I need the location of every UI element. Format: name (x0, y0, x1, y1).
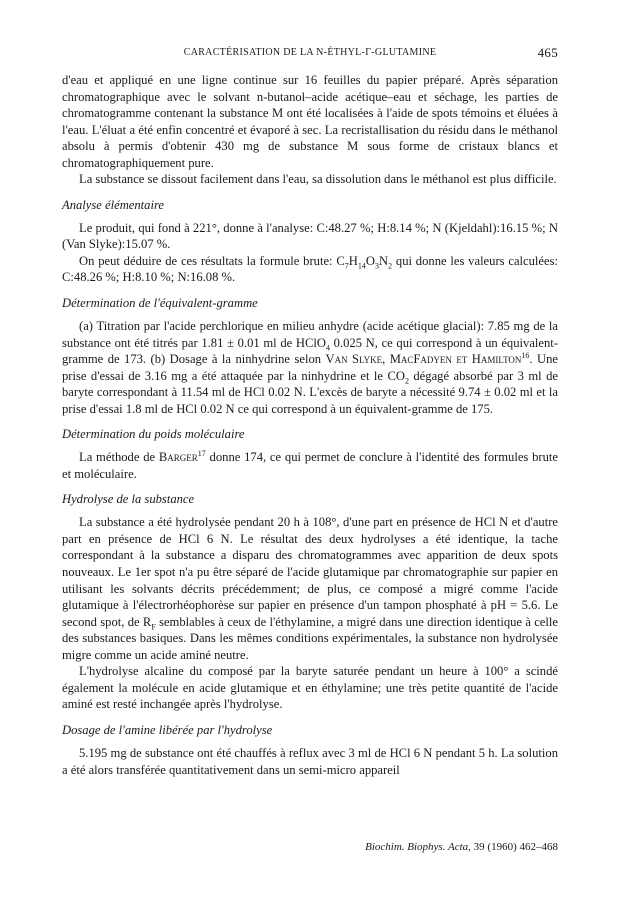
author-names: Van Slyke, MacFadyen et Hamilton (325, 352, 522, 367)
author-name: Barger (158, 450, 198, 465)
analyse-paragraph-1: Le produit, qui fond à 221°, donne à l'analyse: C:48.27 %; H:8.14 %; N (Kjeldahl):16.15 %; N (Van Slyke):15.07 %. (62, 220, 558, 252)
reference-marker: 16 (521, 350, 530, 360)
rf-subscript: F (151, 622, 156, 632)
equivalent-text: . Une prise d'essai de 3.16 mg a été attaquée par la ninhydrine et le CO (62, 352, 558, 383)
running-title-part-1: CARACTÉRISATION DE LA N- (183, 47, 328, 58)
running-head (62, 42, 558, 64)
poids-text: donne 174, ce qui permet de conclure à l'identité des formules brute et moléculaire. (62, 450, 558, 481)
analyse-text: On peut déduire de ces résultats la formule brute: C (79, 253, 345, 268)
equivalent-text: dégagé absorbé par 3 ml de baryte correspondant à 11.54 ml de HCl 0.02 N. L'excès de baryte a nécessité 9.74 ± 0.02 ml et la prise d'essai 1.8 ml de HCl 0.02 N ce qui correspond à un équivalent-gramme de 175. (62, 368, 558, 416)
journal-citation: 39 (1960) 462–468 (470, 841, 558, 853)
formula-subscript: 2 (388, 261, 393, 271)
poids-paragraph (62, 449, 558, 482)
analyse-text: qui donne les valeurs calculées: C:48.26 %; H:8.10 %; N:16.08 %. (62, 253, 558, 285)
section-heading-analyse: Analyse élémentaire (62, 197, 164, 212)
reference-marker: 17 (197, 449, 206, 459)
formula-subscript: 2 (404, 376, 409, 386)
hydrolyse-paragraph-2: L'hydrolyse alcaline du composé par la baryte saturée pendant un heure à 100° a scindé également la molécule en acide glutamique et en éthylamine; une très petite quantité de l'acide aminé est resté inchangée après l'hydrolyse. (62, 664, 558, 712)
equivalent-text: (a) Titration par l'acide perchlorique en milieu anhydre (acide acétique glacial): 7.85 mg de la substance ont été titrés par 1.81 ± 0.01 ml de HClO (62, 319, 558, 350)
formula-subscript: 3 (374, 261, 379, 271)
formula-subscript: 7 (344, 261, 349, 271)
hydrolyse-paragraph-1 (62, 514, 558, 663)
formula-element: H (348, 253, 358, 268)
section-heading-hydrolyse: Hydrolyse de la substance (62, 492, 195, 507)
hydrolyse-text: La substance a été hydrolysée pendant 20 h à 108°, d'une part en présence de HCl N et d'autre part en présence de HCl 6 N. Le résultat des deux hydrolyses a été identique, la tache correspondant à la substance a disparu des chromatogrammes avec apparition de deux spots nouveaux. Le 1er spot n'a pu être séparé de l'acide glutamique par chromatographie sur papier en utilisant les solvants décrits précédemment; de plus, ce composé a migré comme l'acide glutamique à l'électrorhéophorèse sur papier en présence d'un tampon phosphaté à pH = 5.6. Le second spot, de R (62, 515, 558, 629)
formula-element: N (378, 253, 389, 268)
analyse-paragraph-2 (62, 253, 558, 286)
page-number: 465 (537, 45, 558, 60)
equivalent-text: 0.025 N, ce qui correspond à un équivalent-gramme de 173. (b) Dosage à la ninhydrine selon (62, 335, 558, 367)
intro-paragraph-1: d'eau et appliqué en une ligne continue sur 16 feuilles du papier préparé. Après séparation chromatographique avec le solvant n-butanol–acide acétique–eau et séchage, les parties de chromatogramme contenant la substance M ont été localisées à l'aide de spots témoins et éluées à l'eau. L'éluat a été enfin concentré et évaporé à sec. La recristallisation du résidu dans le méthanol absolu à permis d'obtenir 430 mg de substance M sous forme de cristaux blancs et chromatographiquement pure. (62, 73, 558, 170)
journal-name: Biochim. Biophys. Acta, (365, 841, 471, 853)
formula-subscript: 4 (325, 343, 330, 353)
running-title-part-2: ÉTHYL-Γ-GLUTAMINE (327, 47, 437, 58)
page-body (62, 42, 558, 778)
intro-paragraph-2: La substance se dissout facilement dans l'eau, sa dissolution dans le méthanol est plus difficile. (79, 172, 557, 187)
hydrolyse-text: semblables à ceux de l'éthylamine, a migré dans une direction identique à celle des substances basiques. Dans les mêmes conditions expérimentales, la substance non hydrolysée migre comme un acide aminé neutre. (62, 614, 558, 662)
formula-element: O (365, 253, 375, 268)
section-heading-dosage: Dosage de l'amine libérée par l'hydrolyse (62, 722, 273, 737)
equivalent-paragraph (62, 318, 558, 417)
poids-text: La méthode de (79, 450, 159, 465)
formula-subscript: 14 (357, 261, 366, 271)
dosage-paragraph: 5.195 mg de substance ont été chauffés à reflux avec 3 ml de HCl 6 N pendant 5 h. La solution a été alors transférée quantitativement dans un semi-micro appareil (62, 745, 558, 777)
section-heading-poids: Détermination du poids moléculaire (62, 427, 245, 442)
section-heading-equivalent: Détermination de l'équivalent-gramme (62, 296, 258, 311)
journal-footer (62, 841, 558, 853)
running-title (184, 47, 437, 58)
